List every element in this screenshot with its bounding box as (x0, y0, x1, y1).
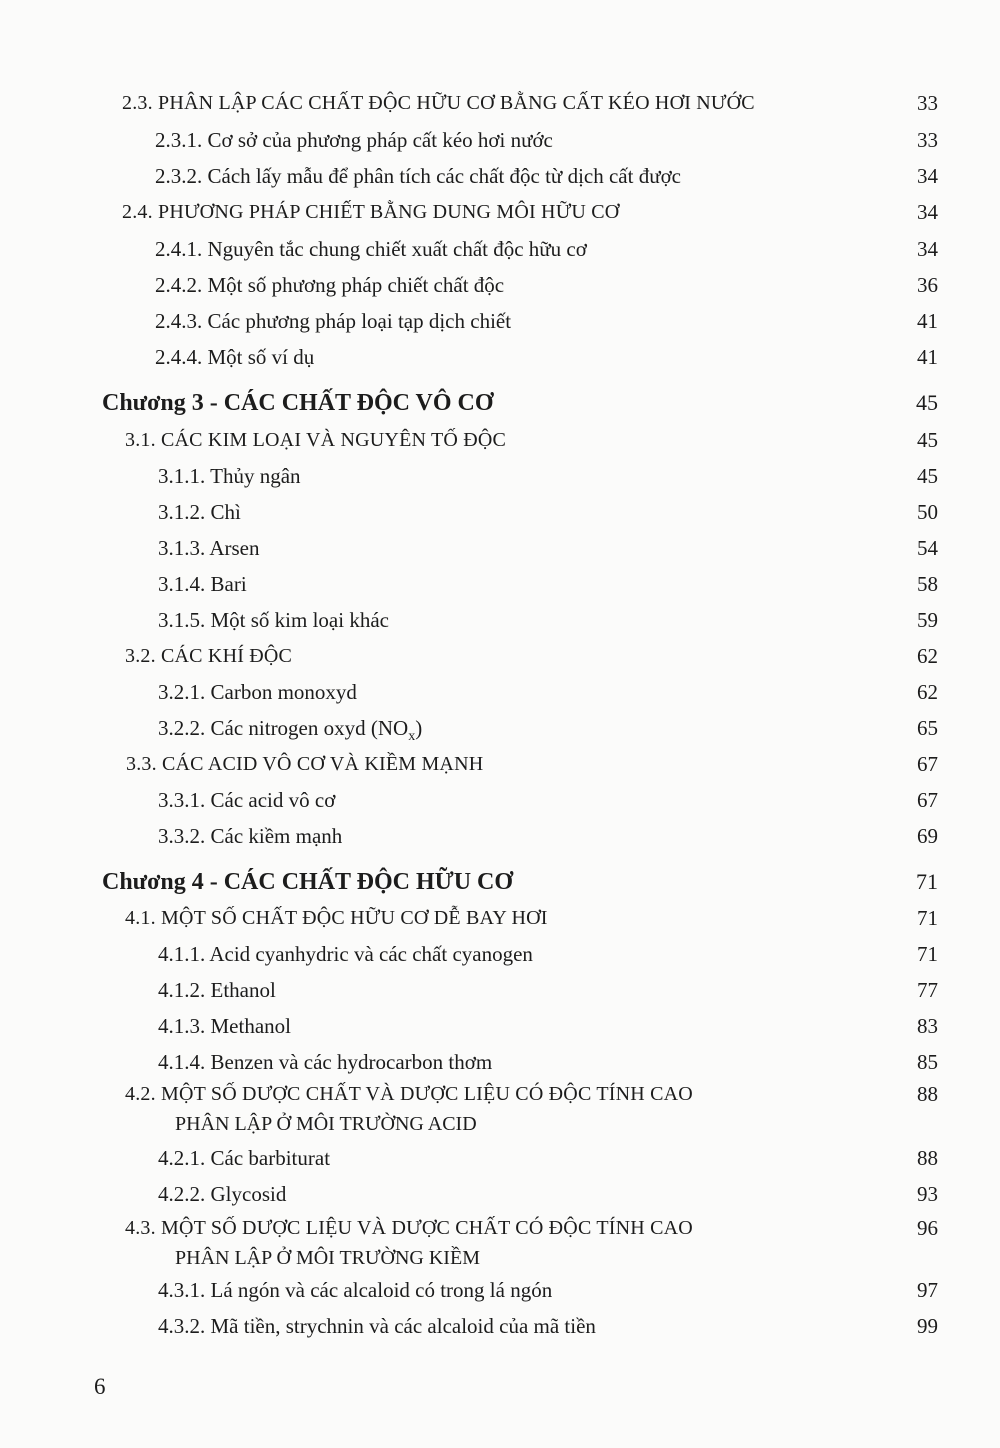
toc-page: 77 (917, 978, 938, 1002)
toc-page: 33 (917, 128, 938, 152)
toc-page: 65 (917, 716, 938, 740)
toc-title: 3.1.3. Arsen (158, 536, 260, 560)
toc-page: 67 (917, 752, 938, 776)
toc-title-continuation: PHÂN LẬP Ở MÔI TRƯỜNG KIỀM (175, 1247, 480, 1269)
toc-page: 45 (917, 464, 938, 488)
toc-title: 2.4.4. Một số ví dụ (155, 345, 315, 369)
toc-page: 71 (916, 869, 938, 894)
toc-title: 4.1. MỘT SỐ CHẤT ĐỘC HỮU CƠ DỄ BAY HƠI (125, 907, 548, 929)
toc-title: 2.3.1. Cơ sở của phương pháp cất kéo hơi nước (155, 128, 553, 152)
toc-title: Chương 4 - CÁC CHẤT ĐỘC HỮU CƠ (102, 869, 514, 895)
toc-page: 59 (917, 608, 938, 632)
toc-title: 2.3.2. Cách lấy mẫu để phân tích các chất độc từ dịch cất được (155, 164, 682, 188)
toc-title: 3.3.2. Các kiềm mạnh (158, 824, 343, 848)
toc-title: 3.3. CÁC ACID VÔ CƠ VÀ KIỀM MẠNH (126, 753, 484, 775)
toc-title: 4.3.1. Lá ngón và các alcaloid có trong lá ngón (158, 1278, 553, 1302)
toc-page: 45 (916, 390, 938, 415)
toc-title: 4.2.1. Các barbiturat (158, 1146, 331, 1170)
toc-page: 45 (917, 428, 938, 452)
toc-page: 33 (917, 91, 938, 115)
toc-title: 3.1.2. Chì (158, 500, 241, 524)
toc-title: 2.4.2. Một số phương pháp chiết chất độc (155, 273, 505, 297)
toc-page: 62 (917, 644, 938, 668)
toc-title: 3.2.2. Các nitrogen oxyd $(NO_x)$ (158, 716, 423, 745)
toc-title: 3.1. CÁC KIM LOẠI VÀ NGUYÊN TỐ ĐỘC (125, 429, 507, 451)
toc-page: 41 (917, 309, 938, 333)
toc-page: 34 (917, 200, 938, 224)
toc-title: 3.1.5. Một số kim loại khác (158, 608, 389, 632)
toc-page: 69 (917, 824, 938, 848)
toc-title: 4.2.2. Glycosid (158, 1182, 287, 1206)
toc-page: 83 (917, 1014, 938, 1038)
toc-page: 85 (917, 1050, 938, 1074)
toc-page: 34 (917, 237, 938, 261)
toc-page: 36 (917, 273, 938, 297)
toc-title-continuation: PHÂN LẬP Ở MÔI TRƯỜNG ACID (175, 1113, 477, 1135)
toc-title: 4.1.2. Ethanol (158, 978, 276, 1002)
toc-title: 2.4. PHƯƠNG PHÁP CHIẾT BẰNG DUNG MÔI HỮU CƠ (122, 201, 620, 223)
toc-page: 96 (917, 1216, 938, 1240)
toc-title: 4.2. MỘT SỐ DƯỢC CHẤT VÀ DƯỢC LIỆU CÓ ĐỘC TÍNH CAO (125, 1083, 693, 1105)
toc-title: 4.3. MỘT SỐ DƯỢC LIỆU VÀ DƯỢC CHẤT CÓ ĐỘC TÍNH CAO (125, 1217, 693, 1239)
toc-page: 58 (917, 572, 938, 596)
toc-page: 97 (917, 1278, 938, 1302)
toc-title: 3.2.1. Carbon monoxyd (158, 680, 357, 704)
toc-page: 41 (917, 345, 938, 369)
toc-page: 34 (917, 164, 938, 188)
toc-title: Chương 3 - CÁC CHẤT ĐỘC VÔ CƠ (102, 390, 494, 416)
toc-title: 3.3.1. Các acid vô cơ (158, 788, 336, 812)
toc-page: 93 (917, 1182, 938, 1206)
toc-page: 71 (917, 942, 938, 966)
toc-page: 88 (917, 1082, 938, 1106)
toc-page: 50 (917, 500, 938, 524)
page-number: 6 (94, 1374, 106, 1399)
toc-page: 54 (917, 536, 938, 560)
toc-title: 3.1.4. Bari (158, 572, 247, 596)
toc-title: 2.3. PHÂN LẬP CÁC CHẤT ĐỘC HỮU CƠ BẰNG CẤT KÉO HƠI NƯỚC (122, 92, 755, 114)
toc-page: 67 (917, 788, 938, 812)
toc-title: 4.1.4. Benzen và các hydrocarbon thơm (158, 1050, 493, 1074)
toc-title: 2.4.1. Nguyên tắc chung chiết xuất chất độc hữu cơ (155, 237, 587, 261)
toc-title: 3.2. CÁC KHÍ ĐỘC (125, 645, 293, 667)
toc-title: 4.1.3. Methanol (158, 1014, 291, 1038)
toc-title: 4.3.2. Mã tiền, strychnin và các alcaloid của mã tiền (158, 1314, 596, 1338)
toc-title: 4.1.1. Acid cyanhydric và các chất cyanogen (158, 942, 533, 966)
toc-page: 62 (917, 680, 938, 704)
toc-page: 99 (917, 1314, 938, 1338)
toc-page: 71 (917, 906, 938, 930)
toc-page: 88 (917, 1146, 938, 1170)
toc-title: 2.4.3. Các phương pháp loại tạp dịch chiết (155, 309, 512, 333)
toc-title: 3.1.1. Thủy ngân (158, 464, 301, 488)
